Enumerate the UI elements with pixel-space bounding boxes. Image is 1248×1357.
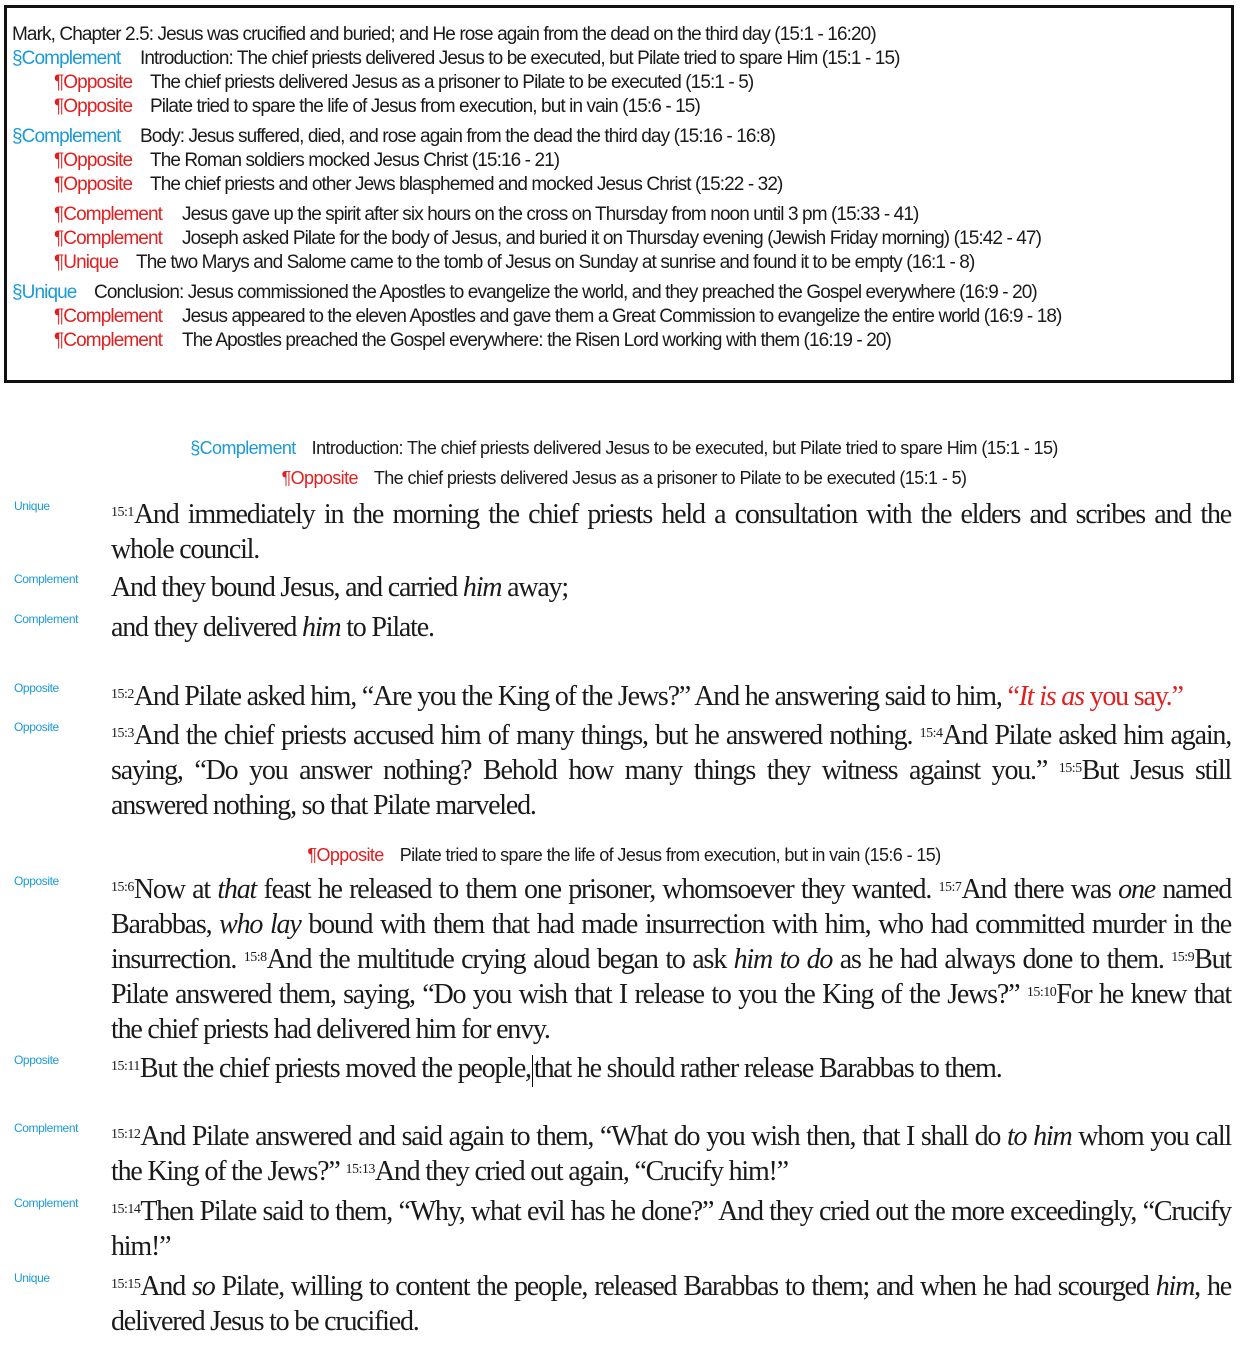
outline-text: Joseph asked Pilate for the body of Jesus, and buried it on Thursday evening (Jewish Friday morning) (15:42 - 47) [182,228,1042,249]
structure-label: Unique [14,499,50,513]
text-cursor [532,1055,533,1087]
verse-number: 15:4 [919,726,943,741]
words-of-christ-text: you say.” [1083,681,1183,712]
outline-tag: ¶Complement [54,306,163,327]
paragraph-heading [0,468,1248,489]
structure-label: Complement [14,1196,79,1210]
outline-text: Jesus appeared to the eleven Apostles and gave them a Great Commission to evangelize the entire world (16:9 - 18) [182,306,1062,327]
outline-item [12,305,1231,329]
outline-tag: ¶Complement [54,330,163,351]
heading-text: The chief priests delivered Jesus as a prisoner to Pilate to be executed (15:1 - 5) [373,468,967,488]
outline-item [12,227,1231,251]
verse-italic: who lay [219,909,301,940]
verse-text [111,872,1231,1047]
verse-text [111,718,1231,823]
structure-label: Complement [14,612,79,626]
verse-italic: that [217,874,257,905]
verse-italic: him [1155,1271,1195,1302]
verse-segment: And immediately in the morning the chief priests held a consultation with the elders and scribes and the whole council. [111,499,1231,565]
verse-segment: And they cried out again, “Crucify him!” [374,1156,788,1187]
verse-text [111,1119,1231,1189]
verse-number: 15:12 [111,1127,141,1142]
verse-number: 15:3 [111,726,134,741]
verse-text[interactable] [111,1051,1231,1087]
outline-tag: ¶Opposite [54,72,133,93]
verse-number: 15:7 [938,880,962,895]
verse-number: 15:11 [111,1059,140,1074]
verse-segment: , he delivered Jesus to be crucified. [111,1271,1231,1337]
verse-segment: But Jesus still answered nothing, so that Pilate marveled. [111,755,1231,821]
heading-tag: ¶Opposite [307,845,384,865]
verse-segment: And there was [961,874,1119,905]
outline-text: Jesus gave up the spirit after six hours on the cross on Thursday from noon until 3 pm (15:33 - 41) [182,204,919,225]
verse-text [111,679,1231,714]
verse-segment: And they bound Jesus, and carried [111,572,463,603]
verse-number: 15:10 [1026,985,1057,1000]
outline-item [12,95,1231,119]
verse-segment: and they delivered [111,612,303,643]
outline-text: Body: Jesus suffered, died, and rose again from the dead the third day (15:16 - 16:8) [140,126,776,147]
verse-text [111,1269,1231,1339]
verse-number: 15:8 [243,950,267,965]
outline-tag: §Complement [12,48,121,69]
verse-number: 15:9 [1171,950,1195,965]
outline-item [12,71,1231,95]
outline-item [12,47,1231,71]
verse-segment: But Pilate answered them, saying, “Do you wish that I release to you the King of the Jews?” [111,944,1231,1010]
verse-number: 15:6 [111,880,134,895]
verse-segment: For he knew that the chief priests had delivered him for envy. [111,979,1231,1045]
verse-segment: Then Pilate said to them, “Why, what evil has he done?” And they cried out the more exceedingly, “Crucify him!” [111,1196,1231,1262]
paragraph-heading [0,845,1248,866]
structure-label: Opposite [14,874,59,888]
verse-segment: And Pilate answered and said again to them, “What do you wish then, that I shall do [140,1121,1007,1152]
verse-segment: Pilate, willing to content the people, released Barabbas to them; and when he had scourged [214,1271,1156,1302]
structure-label: Complement [14,572,79,586]
outline-item [12,329,1231,353]
verse-segment: And the multitude crying aloud began to ask [266,944,734,975]
outline-text: Introduction: The chief priests delivered Jesus to be executed, but Pilate tried to spare Him (15:1 - 15) [140,48,900,69]
verse-number: 15:1 [111,505,134,520]
verse-italic: one [1118,874,1155,905]
verse-segment: whom you call the King of the Jews?” [111,1121,1231,1187]
verse-segment: But the chief priests moved the people, [139,1053,531,1084]
outline-tag: ¶Opposite [54,96,133,117]
verse-number: 15:13 [345,1162,375,1177]
verse-segment: Now at [133,874,218,905]
verse-segment: to Pilate. [340,612,434,643]
verse-italic: him [302,612,341,643]
verse-segment: named Barabbas, [111,874,1231,940]
section-heading [0,438,1248,459]
outline-text: The chief priests and other Jews blasphemed and mocked Jesus Christ (15:22 - 32) [150,174,783,195]
verse-segment: And Pilate asked him again, saying, “Do you answer nothing? Behold how many things they witness against you.” [111,720,1231,786]
heading-text: Pilate tried to spare the life of Jesus from execution, but in vain (15:6 - 15) [399,845,941,865]
verse-text [111,497,1231,567]
verse-number: 15:15 [111,1277,141,1292]
outline-item [12,281,1231,305]
verse-italic: so [192,1271,215,1302]
words-of-christ-italic: It is as [1018,681,1084,712]
outline-text: The two Marys and Salome came to the tomb of Jesus on Sunday at sunrise and found it to be empty (16:1 - 8) [136,252,975,273]
heading-text: Introduction: The chief priests delivered Jesus to be executed, but Pilate tried to spare Him (15:1 - 15) [311,438,1058,458]
outline-item [12,203,1231,227]
verse-segment: that he should rather release Barabbas to them. [533,1053,1002,1084]
structure-label: Opposite [14,681,59,695]
outline-item [12,173,1231,197]
verse-segment: And [140,1271,193,1302]
structure-label: Opposite [14,1053,59,1067]
outline-text: Conclusion: Jesus commissioned the Apostles to evangelize the world, and they preached the Gospel everywhere (16:9 - 20) [94,282,1037,303]
outline-item [12,149,1231,173]
verse-segment: And the chief priests accused him of many things, but he answered nothing. [133,720,920,751]
verse-segment: away; [501,572,568,603]
verse-segment: bound with them that had made insurrection with him, who had committed murder in the insurrection. [111,909,1231,975]
outline-item [12,125,1231,149]
verse-number: 15:2 [111,687,134,702]
outline-tag: ¶Complement [54,204,163,225]
words-of-christ [1007,681,1182,712]
structure-label: Unique [14,1271,50,1285]
verse-italic: him to do [733,944,833,975]
verse-segment: feast he released to them one prisoner, whomsoever they wanted. [256,874,939,905]
verse-italic: him [462,572,502,603]
verse-text [111,610,1231,645]
outline-text: The Roman soldiers mocked Jesus Christ (15:16 - 21) [150,150,560,171]
heading-tag: §Complement [190,438,296,458]
outline-tag: ¶Opposite [54,150,133,171]
outline-tag: ¶Unique [54,252,119,273]
structure-label: Complement [14,1121,79,1135]
outline-text: The Apostles preached the Gospel everywhere: the Risen Lord working with them (16:19 - 20) [182,330,891,351]
verse-number: 15:5 [1058,761,1082,776]
outline-tag: §Complement [12,126,121,147]
outline-tag: §Unique [12,282,77,303]
words-of-christ-quote: “ [1007,681,1019,712]
verse-text [111,1194,1231,1264]
verse-italic: to him [1006,1121,1072,1152]
verse-text [111,570,1231,605]
outline-box [4,5,1234,383]
heading-tag: ¶Opposite [281,468,358,488]
verse-segment: And Pilate asked him, “Are you the King of the Jews?” And he answering said to him, [133,681,1008,712]
verse-number: 15:14 [111,1202,141,1217]
verse-segment: as he had always done to them. [832,944,1172,975]
outline-text: Pilate tried to spare the life of Jesus from execution, but in vain (15:6 - 15) [150,96,700,117]
outline-title: Mark, Chapter 2.5: Jesus was crucified and buried; and He rose again from the dead on the third day (15:1 - 16:20) [12,24,876,45]
outline-text: The chief priests delivered Jesus as a prisoner to Pilate to be executed (15:1 - 5) [150,72,754,93]
outline-tag: ¶Complement [54,228,163,249]
outline-item [12,251,1231,275]
structure-label: Opposite [14,720,59,734]
outline-tag: ¶Opposite [54,174,133,195]
